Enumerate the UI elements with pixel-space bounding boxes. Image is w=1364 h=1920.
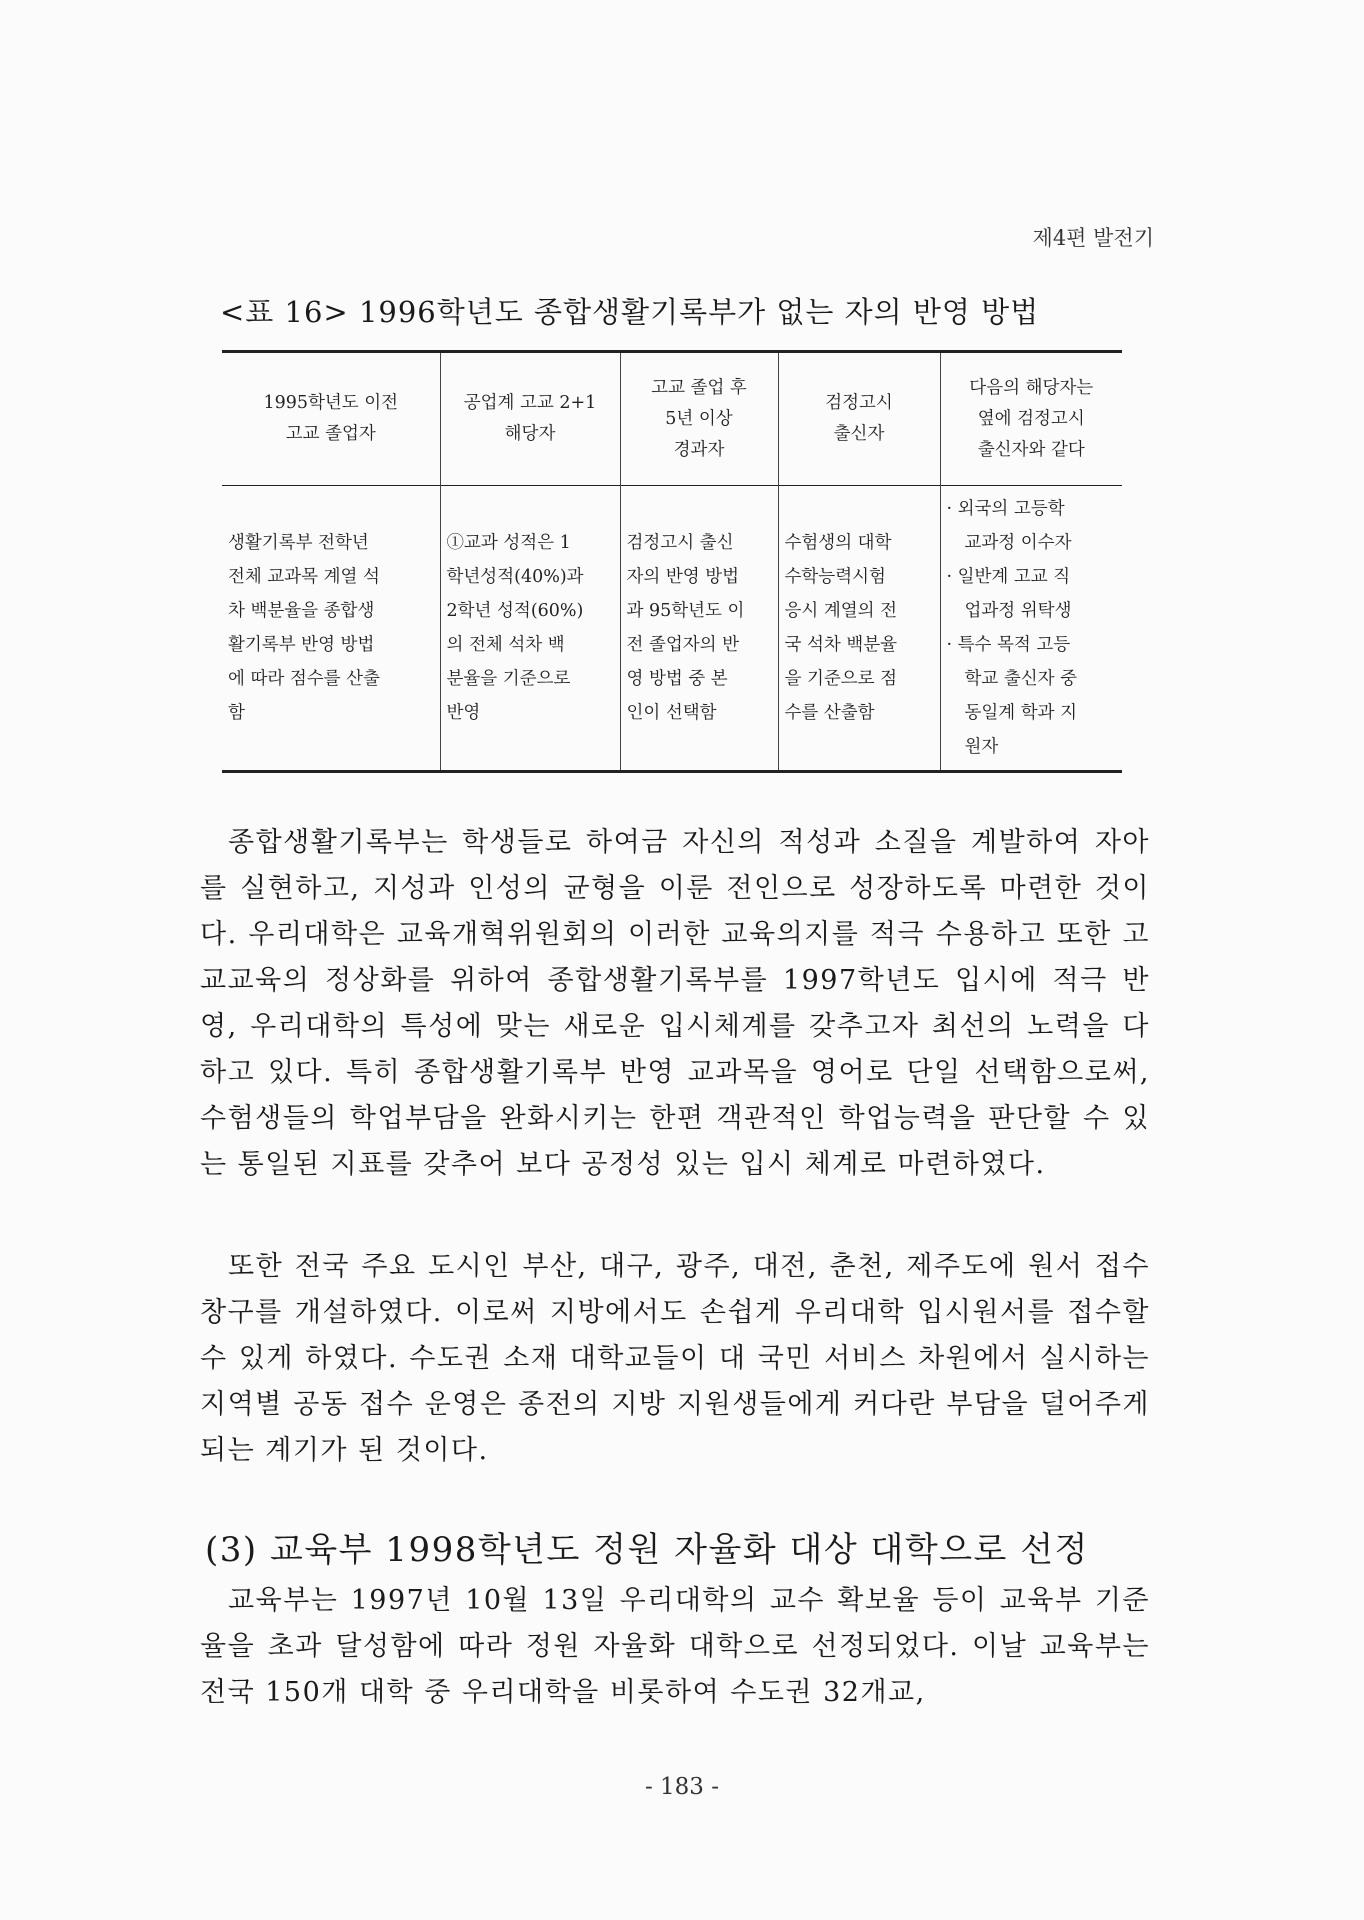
header-cell: 다음의 해당자는 옆에 검정고시 출신자와 같다 [940,352,1122,486]
header-cell: 1995학년도 이전 고교 졸업자 [263,393,399,444]
table-cell: 생활기록부 전학년 전체 교과목 계열 석 차 백분율을 종합생 활기록부 반영 방법 에 따라 점수를 산출 함 [228,533,380,723]
table-cell: ①교과 성적은 1 학년성적(40%)과 2학년 성적(60%) 의 전체 석차 백 분율을 기준으로 반영 [440,486,620,772]
section-heading: (3) 교육부 1998학년도 정원 자율화 대상 대학으로 선정 [205,1530,1089,1570]
running-head: 제4편 발전기 [1032,226,1154,250]
header-cell: 고교 졸업 후 5년 이상 경과자 [620,352,778,486]
body-paragraph: 교육부는 1997년 10월 13일 우리대학의 교수 확보율 등이 교육부 기준율을 초과 달성함에 따라 정원 자율화 대학으로 선정되었다. 이날 교육부는 전국 150개 대학 중 우리대학을 비롯하여 수도권 32개교, [200,1585,1150,1708]
table-cell: 수험생의 대학 수학능력시험 응시 계열의 전 국 석차 백분율 을 기준으로 점 수를 산출함 [778,486,940,772]
header-cell: 검정고시 출신자 [778,352,940,486]
table-cell: · 외국의 고등학 교과정 이수자 · 일반계 고교 직 업과정 위탁생 · 특수 목적 고등 학교 출신자 중 동일계 학과 지 원자 [940,486,1122,772]
page-number: - 183 - [644,1774,720,1800]
table-cell: 검정고시 출신 자의 반영 방법 과 95학년도 이 전 졸업자의 반 영 방법 중 본 인이 선택함 [620,486,778,772]
admission-method-table [222,350,1122,773]
header-cell: 공업계 고교 2+1 해당자 [440,352,620,486]
body-paragraph: 종합생활기록부는 학생들로 하여금 자신의 적성과 소질을 계발하여 자아를 실현하고, 지성과 인성의 균형을 이룬 전인으로 성장하도록 마련한 것이다. 우리대학은 교육개혁위원회의 이러한 교육의지를 적극 수용하고 또한 고교교육의 정상화를 위하여 종합생활기록부를 1997학년도 입시에 적극 반영, 우리대학의 특성에 맞는 새로운 입시체계를 갖추고자 최선의 노력을 다하고 있다. 특히 종합생활기록부 반영 교과목을 영어로 단일 선택함으로써, 수험생들의 학업부담을 완화시키는 한편 객관적인 학업능력을 판단할 수 있는 통일된 지표를 갖추어 보다 공정성 있는 입시 체계로 마련하였다. [200,827,1150,1180]
table-caption: <표 16> 1996학년도 종합생활기록부가 없는 자의 반영 방법 [220,295,1040,329]
table-row [222,486,1122,772]
body-paragraph: 또한 전국 주요 도시인 부산, 대구, 광주, 대전, 춘천, 제주도에 원서 접수 창구를 개설하였다. 이로써 지방에서도 손쉽게 우리대학 입시원서를 접수할 수 있게 하였다. 수도권 소재 대학교들이 대 국민 서비스 차원에서 실시하는 지역별 공동 접수 운영은 종전의 지방 지원생들에게 커다란 부담을 덜어주게 되는 계기가 된 것이다. [200,1251,1150,1466]
table-header-row [222,352,1122,486]
